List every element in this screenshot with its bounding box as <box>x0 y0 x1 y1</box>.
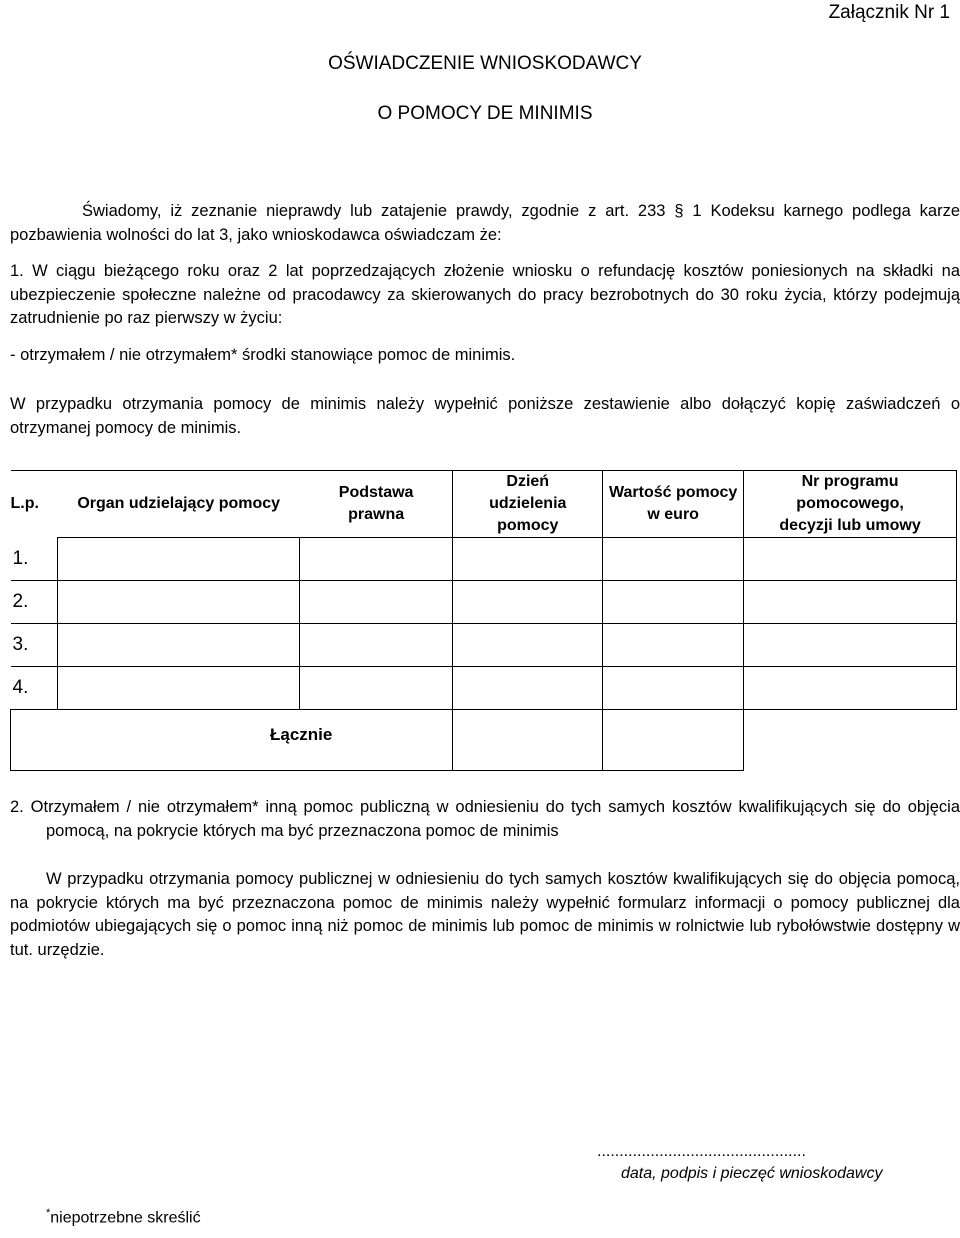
program-cell <box>744 538 957 581</box>
row-number: 4. <box>11 667 58 710</box>
total-date-cell <box>453 710 603 771</box>
value-cell <box>603 538 744 581</box>
footnote-mark: * <box>46 1207 51 1219</box>
header-date: Dzień udzielenia pomocy <box>453 471 603 538</box>
value-cell <box>603 624 744 667</box>
date-cell <box>453 538 603 581</box>
header-organ: Organ udzielający pomocy <box>57 471 300 538</box>
header-value: Wartość pomocy w euro <box>603 471 744 538</box>
de-minimis-table <box>10 470 957 771</box>
document-subtitle: O POMOCY DE MINIMIS <box>377 103 593 124</box>
total-value-cell <box>603 710 744 771</box>
basis-cell <box>300 667 453 710</box>
annex-label: Załącznik Nr 1 <box>828 2 950 23</box>
organ-cell <box>57 624 300 667</box>
table-total-row <box>11 710 957 771</box>
point-1-note: W przypadku otrzymania pomocy de minimis należy wypełnić poniższe zestawienie albo dołączyć kopię zaświadczeń o otrzymanej pomocy de minimis. <box>10 395 960 437</box>
total-program-cell <box>744 710 957 771</box>
signature-line: ............................................... <box>597 1143 806 1160</box>
signature-label: data, podpis i pieczęć wnioskodawcy <box>621 1165 883 1182</box>
program-cell <box>744 581 957 624</box>
table-row <box>11 538 957 581</box>
table-row <box>11 624 957 667</box>
organ-cell <box>57 538 300 581</box>
date-cell <box>453 581 603 624</box>
point-1: 1. W ciągu bieżącego roku oraz 2 lat poprzedzających złożenie wniosku o refundację kosztów poniesionych na składki na ubezpieczenie społeczne należne od pracodawcy za skierowanych do pracy bezrobotnych do 30 roku życia, którzy podejmują zatrudnienie po raz pierwszy w życiu: <box>10 262 960 327</box>
organ-cell <box>57 667 300 710</box>
value-cell <box>603 581 744 624</box>
document-title: OŚWIADCZENIE WNIOSKODAWCY <box>328 53 642 74</box>
header-lp: L.p. <box>11 471 58 538</box>
value-cell <box>603 667 744 710</box>
total-label-cell <box>11 710 300 771</box>
point-2-note: W przypadku otrzymania pomocy publicznej w odniesieniu do tych samych kosztów kwalifikujących się do objęcia pomocą, na pokrycie których ma być przeznaczona pomoc de minimis należy wypełnić formularz informacji o pomocy publicznej dla podmiotów ubiegających się o pomoc inną niż pomoc de minimis lub pomoc de minimis w rolnictwie lub rybołówstwie dostępny w tut. urzędzie. <box>10 870 960 959</box>
header-program: Nr programu pomocowego, decyzji lub umowy <box>744 471 957 538</box>
table-row <box>11 581 957 624</box>
date-cell <box>453 624 603 667</box>
total-label: Łącznie <box>270 725 333 744</box>
table-row <box>11 667 957 710</box>
header-basis: Podstawa prawna <box>300 471 453 538</box>
row-number: 2. <box>11 581 58 624</box>
intro-paragraph: Świadomy, iż zeznanie nieprawdy lub zatajenie prawdy, zgodnie z art. 233 § 1 Kodeksu karnego podlega karze pozbawienia wolności do lat 3, jako wnioskodawca oświadczam że: <box>10 202 960 244</box>
row-number: 3. <box>11 624 58 667</box>
basis-cell <box>300 624 453 667</box>
program-cell <box>744 624 957 667</box>
program-cell <box>744 667 957 710</box>
organ-cell <box>57 581 300 624</box>
point-2: 2. Otrzymałem / nie otrzymałem* inną pomoc publiczną w odniesieniu do tych samych kosztów kwalifikujących się do objęcia pomocą, na pokrycie których ma być przeznaczona pomoc de minimis <box>10 798 960 840</box>
table-header-row <box>11 471 957 538</box>
date-cell <box>453 667 603 710</box>
point-1-option: - otrzymałem / nie otrzymałem* środki stanowiące pomoc de minimis. <box>10 346 516 364</box>
row-number: 1. <box>12 547 29 569</box>
basis-cell <box>300 581 453 624</box>
footnote <box>46 1207 201 1227</box>
footnote-text: niepotrzebne skreślić <box>50 1209 201 1227</box>
basis-cell <box>300 538 453 581</box>
